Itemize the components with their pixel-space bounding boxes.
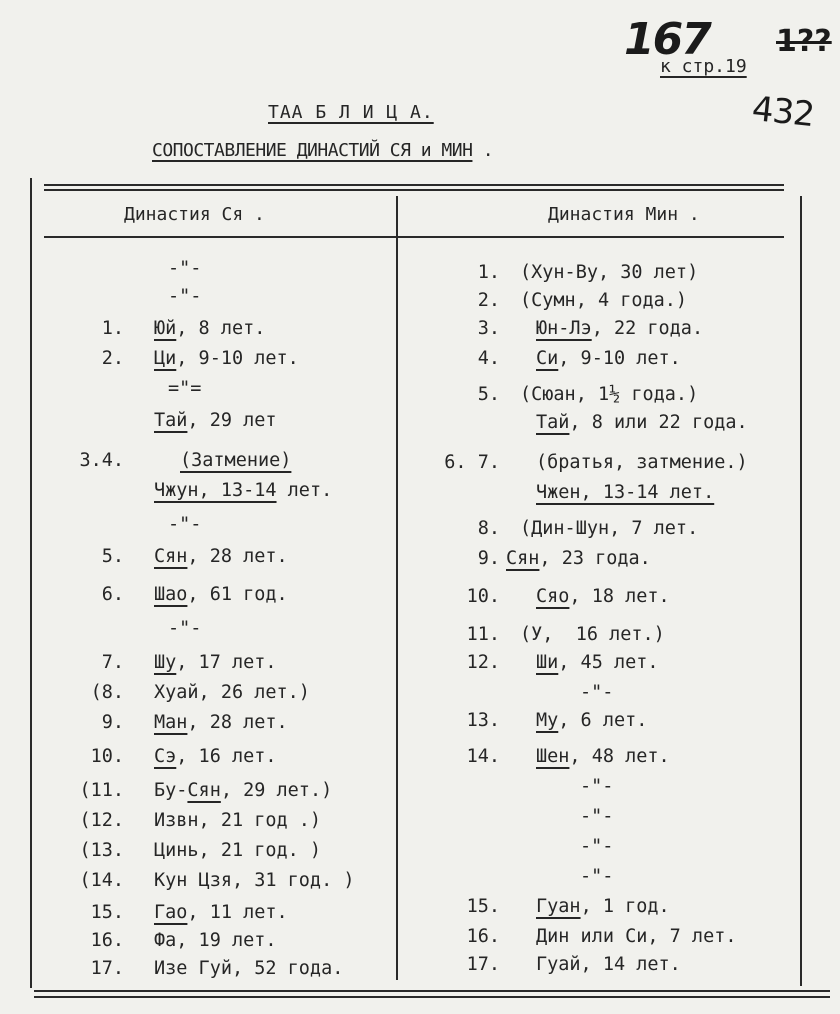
left-row-entry xyxy=(154,318,265,339)
right-row-number: 11. xyxy=(466,624,500,645)
right-row-entry: (Хун-Ву, 30 лет) xyxy=(520,262,699,283)
table-left-border xyxy=(30,178,32,988)
right-ditto-mark: -"- xyxy=(580,806,614,827)
document-title: ТАА Б Л И Ц А. xyxy=(268,102,434,123)
left-row-entry xyxy=(154,746,277,767)
right-row-entry xyxy=(536,746,670,767)
right-row-entry xyxy=(506,548,651,569)
left-row-entry xyxy=(154,348,299,369)
ruler-name: Сян xyxy=(506,548,540,569)
subtitle-tail: . xyxy=(482,140,494,161)
ruler-name: Си xyxy=(536,348,559,369)
right-row-entry: (Сюан, 1½ года.) xyxy=(520,384,699,405)
ruler-name: (Затмение) xyxy=(180,450,292,471)
right-row-entry xyxy=(536,318,703,339)
table-bottom-rule-2 xyxy=(34,996,830,998)
left-row-number: 3.4. xyxy=(79,450,124,471)
left-row-number: (12. xyxy=(79,810,124,831)
reign-length: , 8 или 22 года. xyxy=(569,412,748,433)
folio-number: 167 xyxy=(624,14,710,65)
ruler-name: Ман xyxy=(154,712,188,733)
right-row-number: 3. xyxy=(477,318,500,339)
left-row-number: 5. xyxy=(101,546,124,567)
reign-length: , 29 лет.) xyxy=(220,780,333,801)
left-row-entry: Изе Гуй, 52 года. xyxy=(154,958,344,979)
left-row-entry xyxy=(154,546,288,567)
right-row-entry xyxy=(536,348,681,369)
ruler-name: Тай xyxy=(536,412,570,433)
folio-number-alt: 1?? xyxy=(776,24,832,59)
right-row-entry: (Сумн, 4 года.) xyxy=(520,290,688,311)
right-row-number: 8. xyxy=(477,518,500,539)
table-top-rule xyxy=(44,184,784,186)
table-top-rule-2 xyxy=(44,189,784,191)
left-row-entry: Извн, 21 год .) xyxy=(154,810,322,831)
reign-length: , 28 лет. xyxy=(187,712,288,733)
left-row-number: 10. xyxy=(90,746,124,767)
right-row-entry: (Дин-Шун, 7 лет. xyxy=(520,518,699,539)
left-row-number: 7. xyxy=(101,652,124,673)
column-divider xyxy=(396,196,398,980)
left-ditto-mark: -"- xyxy=(168,286,202,307)
right-ditto-mark: -"- xyxy=(580,776,614,797)
right-ditto-mark: -"- xyxy=(580,866,614,887)
right-row-entry: Дин или Си, 7 лет. xyxy=(536,926,737,947)
reign-length: , 61 год. xyxy=(187,584,288,605)
reign-length: , 9-10 лет. xyxy=(558,348,681,369)
ruler-name: Му xyxy=(536,710,559,731)
right-row-number: 1. xyxy=(477,262,500,283)
left-row-entry xyxy=(154,584,288,605)
left-row-entry xyxy=(154,902,288,923)
reign-length: , 16 лет. xyxy=(176,746,277,767)
right-row-number: 9. xyxy=(477,548,500,569)
reign-length: , 8 лет. xyxy=(176,318,266,339)
ruler-name: Юн-Лэ xyxy=(536,318,592,339)
right-row-entry xyxy=(536,412,748,433)
right-row-entry: (братья, затмение.) xyxy=(536,452,748,473)
document-subtitle xyxy=(152,140,493,161)
reign-length: , 11 лет. xyxy=(187,902,288,923)
left-row-number: 1. xyxy=(101,318,124,339)
right-row-entry xyxy=(536,652,659,673)
ruler-name: Сяо xyxy=(536,586,570,607)
left-row-number: (11. xyxy=(79,780,124,801)
left-ditto-mark: -"- xyxy=(168,514,202,535)
left-row-entry: Хуай, 26 лет.) xyxy=(154,682,310,703)
reign-length: , 23 года. xyxy=(539,548,651,569)
left-row-entry xyxy=(154,712,288,733)
right-row-entry xyxy=(536,710,647,731)
right-row-entry xyxy=(536,586,670,607)
column-header-left: Династия Ся . xyxy=(124,204,265,225)
right-ditto-mark: -"- xyxy=(580,682,614,703)
right-row-number: 13. xyxy=(466,710,500,731)
ruler-name: Шен xyxy=(536,746,570,767)
entry-prefix: Бу- xyxy=(154,780,188,801)
right-row-entry xyxy=(536,482,714,503)
ruler-name: Шу xyxy=(154,652,177,673)
left-ditto-mark: ="= xyxy=(168,378,202,399)
reign-length: , 6 лет. xyxy=(558,710,648,731)
right-row-entry: (У, 16 лет.) xyxy=(520,624,665,645)
ruler-name: Тай xyxy=(154,410,188,431)
left-row-entry xyxy=(154,480,332,501)
right-row-entry xyxy=(536,896,670,917)
table-bottom-rule xyxy=(34,990,830,992)
column-header-right: Династия Мин . xyxy=(548,204,700,225)
reign-length: лет. xyxy=(276,480,333,501)
left-row-number: 9. xyxy=(101,712,124,733)
left-row-number: (14. xyxy=(79,870,124,891)
left-row-number: 15. xyxy=(90,902,124,923)
ruler-name: Сян xyxy=(154,546,188,567)
right-row-number: 14. xyxy=(466,746,500,767)
ruler-name: Ци xyxy=(154,348,177,369)
right-row-number: 2. xyxy=(477,290,500,311)
reign-length: , 22 года. xyxy=(591,318,704,339)
left-row-entry xyxy=(154,652,277,673)
right-row-number: 12. xyxy=(466,652,500,673)
reign-length: , 9-10 лет. xyxy=(176,348,299,369)
right-row-number: 5. xyxy=(477,384,500,405)
right-row-number: 4. xyxy=(477,348,500,369)
header-rule xyxy=(44,236,784,238)
left-row-number: 6. xyxy=(101,584,124,605)
ruler-name: Юй xyxy=(154,318,177,339)
left-ditto-mark: -"- xyxy=(168,258,202,279)
reign-length: , 48 лет. xyxy=(569,746,670,767)
right-row-number: 16. xyxy=(466,926,500,947)
reign-length: , 17 лет. xyxy=(176,652,277,673)
right-row-number: 10. xyxy=(466,586,500,607)
left-row-number: 2. xyxy=(101,348,124,369)
table-right-border xyxy=(800,196,802,986)
ruler-name: Чжун, 13-14 xyxy=(154,480,277,501)
subtitle-text: СОПОСТАВЛЕНИЕ ДИНАСТИЙ СЯ и МИН xyxy=(152,140,473,161)
ruler-name: Шао xyxy=(154,584,188,605)
archive-number: 432 xyxy=(750,88,816,136)
left-row-number: (8. xyxy=(90,682,124,703)
reign-length: , 28 лет. xyxy=(187,546,288,567)
left-ditto-mark: -"- xyxy=(168,618,202,639)
reign-length: , 29 лет xyxy=(187,410,277,431)
right-row-number: 6. 7. xyxy=(444,452,500,473)
left-row-number: 17. xyxy=(90,958,124,979)
left-row-entry xyxy=(180,450,291,471)
ruler-name: Гуан xyxy=(536,896,581,917)
right-row-number: 17. xyxy=(466,954,500,975)
left-row-entry: Кун Цзя, 31 год. ) xyxy=(154,870,355,891)
right-row-number: 15. xyxy=(466,896,500,917)
page-reference: к стр.19 xyxy=(660,56,747,77)
ruler-name: Сэ xyxy=(154,746,177,767)
left-row-entry: Цинь, 21 год. ) xyxy=(154,840,322,861)
right-ditto-mark: -"- xyxy=(580,836,614,857)
reign-length: , 18 лет. xyxy=(569,586,670,607)
right-row-entry: Гуай, 14 лет. xyxy=(536,954,681,975)
reign-length: , 1 год. xyxy=(580,896,670,917)
ruler-name: Сян xyxy=(187,780,221,801)
ruler-name: Ши xyxy=(536,652,559,673)
left-row-number: (13. xyxy=(79,840,124,861)
reign-length: , 45 лет. xyxy=(558,652,659,673)
left-row-entry xyxy=(154,410,277,431)
ruler-name: Чжен, 13-14 лет. xyxy=(536,482,715,503)
ruler-name: Гао xyxy=(154,902,188,923)
left-row-entry xyxy=(154,780,332,801)
left-row-entry: Фа, 19 лет. xyxy=(154,930,277,951)
left-row-number: 16. xyxy=(90,930,124,951)
